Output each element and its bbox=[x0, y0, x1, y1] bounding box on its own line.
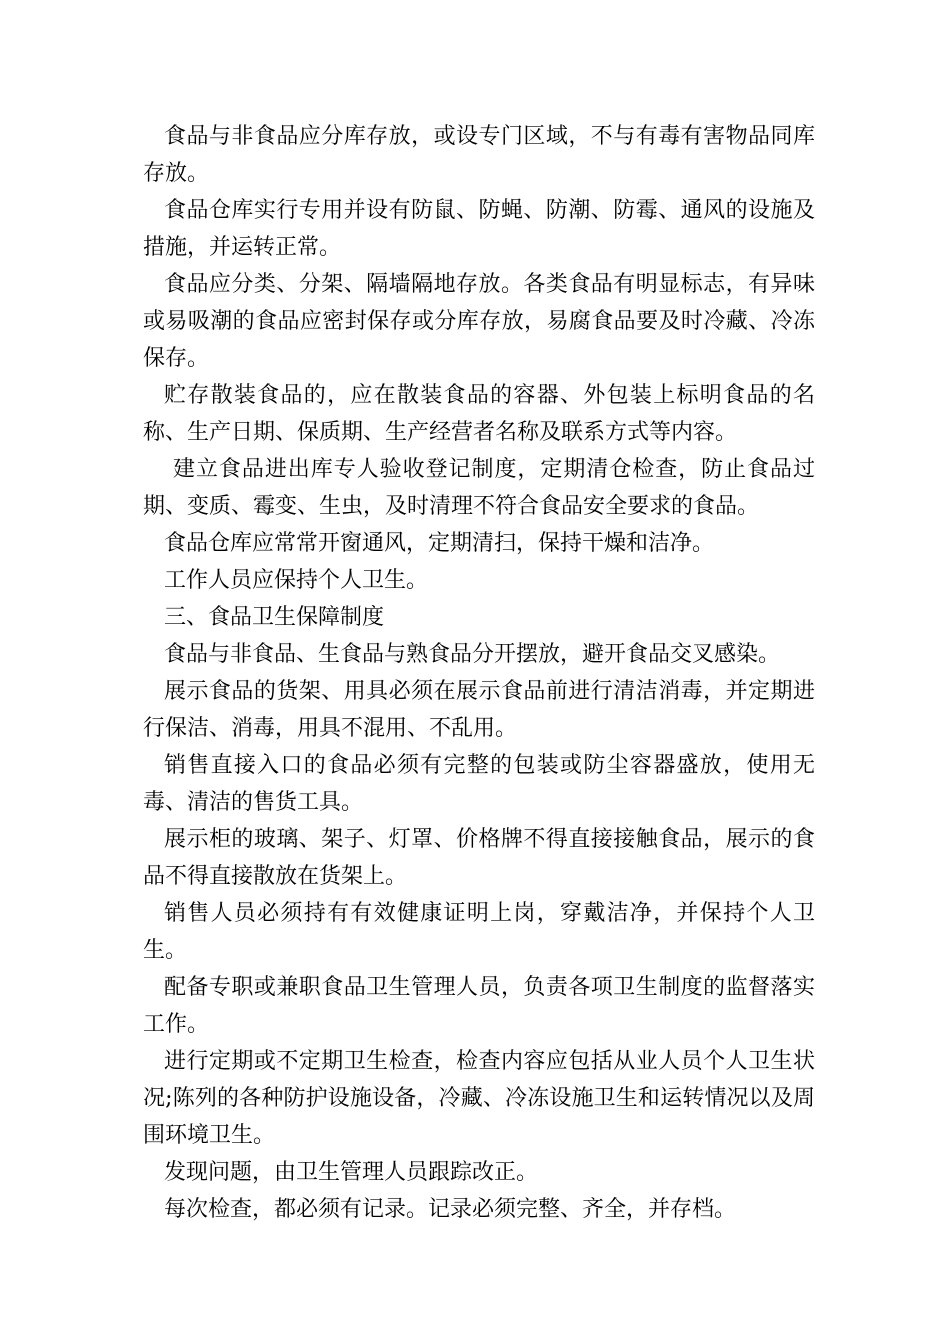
paragraph-issue-tracking: 发现问题，由卫生管理人员跟踪改正。 bbox=[164, 1160, 539, 1185]
paragraph-separate-display: 食品与非食品、生食品与熟食品分开摆放，避开食品交叉感染。 bbox=[164, 642, 781, 667]
paragraph-display-cabinet: 展示柜的玻璃、架子、灯罩、价格牌不得直接接触食品，展示的食品不得直接散放在货架上。 bbox=[143, 827, 815, 889]
section-heading-food-hygiene: 三、食品卫生保障制度 bbox=[164, 605, 385, 630]
paragraph-bulk-food-labeling: 贮存散装食品的，应在散装食品的容器、外包装上标明食品的名称、生产日期、保质期、生产经营者名称及联系方式等内容。 bbox=[143, 383, 815, 445]
paragraph-warehouse-facilities: 食品仓库实行专用并设有防鼠、防蝇、防潮、防霉、通风的设施及措施，并运转正常。 bbox=[143, 198, 815, 260]
paragraph-personal-hygiene: 工作人员应保持个人卫生。 bbox=[164, 568, 429, 593]
paragraph-classified-storage: 食品应分类、分架、隔墙隔地存放。各类食品有明显标志，有异味或易吸潮的食品应密封保存或分库存放，易腐食品要及时冷藏、冷冻保存。 bbox=[143, 272, 815, 371]
paragraph-shelf-disinfection: 展示食品的货架、用具必须在展示食品前进行清洁消毒，并定期进行保洁、消毒，用具不混用、不乱用。 bbox=[143, 679, 815, 741]
paragraph-ventilation: 食品仓库应常常开窗通风，定期清扫，保持干燥和洁净。 bbox=[164, 531, 715, 556]
paragraph-packaging: 销售直接入口的食品必须有完整的包装或防尘容器盛放，使用无毒、清洁的售货工具。 bbox=[143, 753, 815, 815]
paragraph-inspection-system: 建立食品进出库专人验收登记制度，定期清仓检查，防止食品过期、变质、霉变、生虫，及时清理不符合食品安全要求的食品。 bbox=[143, 457, 815, 519]
paragraph-health-certificate: 销售人员必须持有有效健康证明上岗，穿戴洁净，并保持个人卫生。 bbox=[143, 901, 815, 963]
document-body bbox=[143, 118, 815, 1228]
paragraph-inspection-records: 每次检查，都必须有记录。记录必须完整、齐全，并存档。 bbox=[164, 1197, 737, 1222]
paragraph-hygiene-manager: 配备专职或兼职食品卫生管理人员，负责各项卫生制度的监督落实工作。 bbox=[143, 975, 815, 1037]
paragraph-storage-separation: 食品与非食品应分库存放，或设专门区域，不与有毒有害物品同库存放。 bbox=[143, 124, 815, 186]
paragraph-hygiene-inspection: 进行定期或不定期卫生检查，检查内容应包括从业人员个人卫生状况;陈列的各种防护设施设备，冷藏、冷冻设施卫生和运转情况以及周围环境卫生。 bbox=[143, 1049, 815, 1148]
